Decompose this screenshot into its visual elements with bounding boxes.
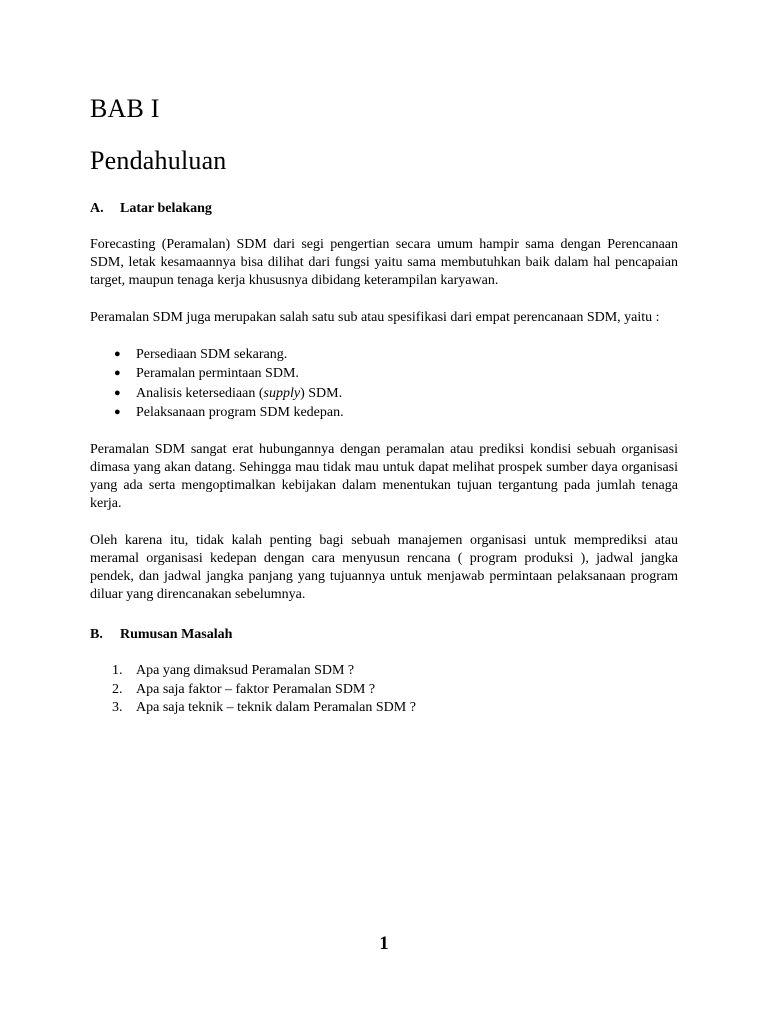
paragraph-sub-spesifikasi: Peramalan SDM juga merupakan salah satu sub atau spesifikasi dari empat perencanaan SDM, yaitu : xyxy=(90,309,660,325)
list-item-text-before: Analisis ketersediaan ( xyxy=(136,385,264,401)
list-item xyxy=(90,364,678,384)
page-number: 1 xyxy=(379,933,389,954)
bullet-dot: ● xyxy=(114,347,121,360)
list-item-text xyxy=(136,384,342,404)
chapter-title: Pendahuluan xyxy=(90,146,227,175)
list-item-text: Apa saja teknik – teknik dalam Peramalan SDM ? xyxy=(136,700,416,716)
page-content xyxy=(90,92,678,718)
chapter-heading: BAB I xyxy=(90,94,160,123)
list-item-text: Peramalan permintaan SDM. xyxy=(136,366,299,382)
paragraph-oleh-karena-itu: Oleh karena itu, tidak kalah penting bagi sebuah manajemen organisasi untuk memprediksi atau meramal organisasi kedepan dengan cara menyusun rencana ( program produksi ), jadwal jangka pendek, dan jadwal jangka panjang yang tujuannya untuk menjawab permintaan pelaksanaan program diluar yang direncanakan sebelumnya. xyxy=(90,532,678,603)
section-a-letter: A. xyxy=(90,201,104,216)
section-a-heading xyxy=(90,200,678,218)
list-item-number: 3. xyxy=(112,700,123,716)
list-item xyxy=(90,699,678,717)
section-b-title: Rumusan Masalah xyxy=(120,627,233,643)
bullet-dot: ● xyxy=(114,367,121,380)
paragraph-forecasting: Forecasting (Peramalan) SDM dari segi pengertian secara umum hampir sama dengan Perencanaan SDM, letak kesamaannya bisa dilihat dari fungsi yaitu sama membutuhkan baik dalam hal pencapaian target, maupun tenaga kerja khususnya dibidang keterampilan karyawan. xyxy=(90,237,678,289)
list-item-number: 1. xyxy=(112,663,123,679)
list-item-text: Apa yang dimaksud Peramalan SDM ? xyxy=(136,663,355,679)
list-item-number: 2. xyxy=(112,681,123,697)
bullet-list xyxy=(90,345,678,423)
list-item xyxy=(90,403,678,423)
section-b-heading xyxy=(90,626,678,644)
list-item xyxy=(90,681,678,699)
list-item-text: Persediaan SDM sekarang. xyxy=(136,346,288,362)
bullet-dot: ● xyxy=(114,386,121,399)
numbered-list xyxy=(90,662,678,717)
paragraph-erat-hubungan: Peramalan SDM sangat erat hubungannya dengan peramalan atau prediksi kondisi sebuah organisasi dimasa yang akan datang. Sehingga mau tidak mau untuk dapat melihat prospek sumber daya organisasi yang ada serta mengoptimalkan kebijakan dalam menentukan tujuan tergantung pada jumlah tenaga kerja. xyxy=(90,441,678,512)
list-item-italic-term: supply xyxy=(263,385,301,401)
list-item-text-after: ) SDM. xyxy=(300,385,343,401)
list-item xyxy=(90,384,678,404)
list-item xyxy=(90,662,678,680)
section-b-letter: B. xyxy=(90,627,103,643)
bullet-dot: ● xyxy=(114,406,121,419)
list-item xyxy=(90,345,678,365)
section-a-title: Latar belakang xyxy=(120,201,212,216)
list-item-text: Apa saja faktor – faktor Peramalan SDM ? xyxy=(136,681,376,697)
list-item-text: Pelaksanaan program SDM kedepan. xyxy=(136,405,344,421)
